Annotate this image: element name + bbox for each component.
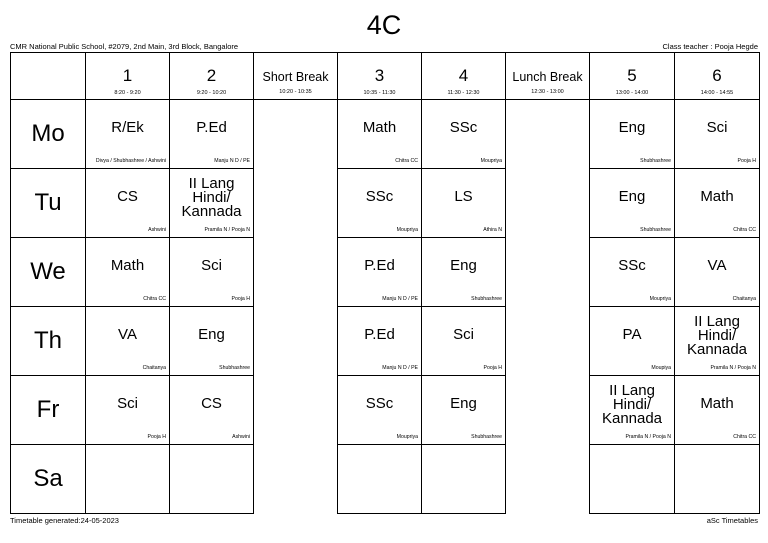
break-cell bbox=[506, 238, 590, 307]
teacher-name: Chitra CC bbox=[143, 296, 166, 302]
teacher-name: Pramila N / Pooja N bbox=[710, 365, 756, 371]
lesson-cell bbox=[86, 307, 170, 376]
break-cell bbox=[254, 100, 338, 169]
teacher-name: Moupriya bbox=[396, 434, 418, 440]
subject-name: SSc bbox=[618, 257, 646, 274]
lesson-cell bbox=[590, 307, 675, 376]
lesson-cell bbox=[675, 307, 760, 376]
teacher-name: Shubhashree bbox=[471, 296, 502, 302]
period-header bbox=[590, 53, 675, 100]
subject-name: Sci bbox=[117, 395, 138, 412]
subject-name: P.Ed bbox=[364, 257, 395, 274]
teacher-name: Moupriya bbox=[396, 227, 418, 233]
subject-name: Math bbox=[362, 119, 397, 136]
subject-name: VA bbox=[707, 257, 727, 274]
subject-name: Eng bbox=[450, 257, 477, 274]
subject-name: P.Ed bbox=[196, 119, 227, 136]
lesson-cell bbox=[675, 100, 760, 169]
teacher-name: Chitra CC bbox=[395, 158, 418, 164]
period-time: 10:20 - 10:35 bbox=[279, 88, 312, 95]
break-cell bbox=[506, 307, 590, 376]
break-cell bbox=[506, 445, 590, 514]
subject-name: Sci bbox=[453, 326, 474, 343]
lesson-cell bbox=[675, 376, 760, 445]
header-row bbox=[11, 53, 760, 100]
lesson-cell bbox=[590, 376, 675, 445]
period-time: 13:00 - 14:00 bbox=[615, 90, 649, 96]
timetable-grid bbox=[10, 52, 760, 514]
lesson-cell bbox=[86, 169, 170, 238]
lesson-cell bbox=[422, 238, 506, 307]
teacher-name: Chaitanya bbox=[142, 365, 166, 371]
break-cell bbox=[254, 376, 338, 445]
period-header bbox=[675, 53, 760, 100]
subject-name: Sci bbox=[201, 257, 222, 274]
timetable-title: 4C bbox=[366, 10, 402, 40]
lesson-cell bbox=[338, 445, 422, 514]
subject-name: Math bbox=[110, 257, 145, 274]
teacher-name: Pramila N / Pooja N bbox=[204, 227, 250, 233]
lesson-cell bbox=[422, 445, 506, 514]
teacher-name: Chitra CC bbox=[733, 434, 756, 440]
lesson-cell bbox=[590, 100, 675, 169]
teacher-name: Pooja H bbox=[147, 434, 166, 440]
teacher-name: Moupriya bbox=[649, 296, 671, 302]
day-label: Sa bbox=[11, 445, 86, 514]
period-label: Short Break bbox=[262, 69, 329, 84]
lesson-cell bbox=[338, 307, 422, 376]
period-header bbox=[170, 53, 254, 100]
teacher-name: Moupiya bbox=[651, 365, 671, 371]
day-row bbox=[11, 238, 760, 307]
teacher-name: Shubhashree bbox=[471, 434, 502, 440]
teacher-name: Pooja H bbox=[737, 158, 756, 164]
break-cell bbox=[254, 445, 338, 514]
break-cell bbox=[254, 307, 338, 376]
subject-name: SSc bbox=[365, 395, 394, 412]
teacher-name: Chitra CC bbox=[733, 227, 756, 233]
subject-name: Eng bbox=[450, 395, 477, 412]
period-label: Lunch Break bbox=[512, 69, 583, 84]
lesson-cell bbox=[422, 100, 506, 169]
teacher-name: Pooja H bbox=[483, 365, 502, 371]
period-label: 6 bbox=[712, 66, 722, 85]
lesson-cell bbox=[675, 445, 760, 514]
teacher-name: Manju N D / PE bbox=[382, 365, 418, 371]
period-time: 8:20 - 9:20 bbox=[114, 90, 141, 96]
lesson-cell bbox=[338, 169, 422, 238]
subject-name: II Lang Hindi/ Kannada bbox=[601, 382, 663, 427]
period-header bbox=[422, 53, 506, 100]
teacher-name: Moupriya bbox=[480, 158, 502, 164]
subject-name: Math bbox=[700, 188, 734, 205]
period-label: 3 bbox=[374, 66, 385, 85]
lesson-cell bbox=[86, 100, 170, 169]
subject-name: Sci bbox=[706, 119, 728, 136]
day-label: We bbox=[11, 238, 86, 307]
break-cell bbox=[506, 169, 590, 238]
lesson-cell bbox=[422, 169, 506, 238]
subject-name: Eng bbox=[618, 119, 646, 136]
lesson-cell bbox=[170, 169, 254, 238]
day-row bbox=[11, 307, 760, 376]
period-label: 5 bbox=[627, 66, 637, 85]
day-row bbox=[11, 100, 760, 169]
teacher-name: Pooja H bbox=[231, 296, 250, 302]
lesson-cell bbox=[590, 169, 675, 238]
subject-name: CS bbox=[117, 188, 138, 205]
period-time: 12:30 - 13:00 bbox=[531, 88, 564, 95]
lesson-cell bbox=[170, 100, 254, 169]
lesson-cell bbox=[86, 238, 170, 307]
class-teacher: Class teacher : Pooja Hegde bbox=[662, 42, 758, 51]
subject-name: Math bbox=[700, 395, 734, 412]
period-time: 11:30 - 12:30 bbox=[447, 90, 480, 96]
lesson-cell bbox=[170, 238, 254, 307]
subject-name: II Lang Hindi/ Kannada bbox=[181, 175, 242, 220]
generated-date: Timetable generated:24-05-2023 bbox=[10, 516, 119, 525]
lesson-cell bbox=[170, 307, 254, 376]
lesson-cell bbox=[170, 376, 254, 445]
day-row bbox=[11, 169, 760, 238]
teacher-name: Ashwini bbox=[232, 434, 250, 440]
period-time: 9:20 - 10:20 bbox=[196, 90, 227, 96]
lesson-cell bbox=[170, 445, 254, 514]
corner-cell bbox=[11, 53, 86, 100]
period-time: 14:00 - 14:55 bbox=[700, 90, 734, 96]
period-label: 2 bbox=[206, 66, 217, 85]
subject-name: SSc bbox=[449, 119, 478, 136]
lesson-cell bbox=[675, 238, 760, 307]
subject-name: Eng bbox=[198, 326, 225, 343]
subject-name: SSc bbox=[365, 188, 394, 205]
day-label: Fr bbox=[11, 376, 86, 445]
subject-name: LS bbox=[454, 188, 473, 205]
subject-name: VA bbox=[118, 326, 137, 343]
subject-name: PA bbox=[622, 326, 642, 343]
teacher-name: Ashwini bbox=[148, 227, 166, 233]
lesson-cell bbox=[86, 445, 170, 514]
break-header bbox=[254, 53, 338, 100]
teacher-name: Manju N D / PE bbox=[382, 296, 418, 302]
subject-name: Eng bbox=[618, 188, 646, 205]
lesson-cell bbox=[590, 238, 675, 307]
teacher-name: Chaitanya bbox=[732, 296, 756, 302]
lesson-cell bbox=[86, 376, 170, 445]
lesson-cell bbox=[675, 169, 760, 238]
subject-name: CS bbox=[201, 395, 222, 412]
break-cell bbox=[506, 100, 590, 169]
period-header bbox=[86, 53, 170, 100]
teacher-name: Shubhashree bbox=[219, 365, 250, 371]
day-label: Th bbox=[11, 307, 86, 376]
lesson-cell bbox=[338, 238, 422, 307]
lesson-cell bbox=[422, 376, 506, 445]
break-cell bbox=[254, 169, 338, 238]
teacher-name: Athira N bbox=[483, 227, 502, 233]
day-row bbox=[11, 376, 760, 445]
subject-name: R/Ek bbox=[111, 119, 144, 136]
teacher-name: Pramila N / Pooja N bbox=[625, 434, 671, 440]
lesson-cell bbox=[590, 445, 675, 514]
break-cell bbox=[254, 238, 338, 307]
teacher-name: Shubhashree bbox=[640, 227, 671, 233]
software-credit: aSc Timetables bbox=[706, 516, 758, 525]
break-cell bbox=[506, 376, 590, 445]
period-time: 10:35 - 11:30 bbox=[363, 90, 396, 96]
teacher-name: Manju N D / PE bbox=[214, 158, 250, 164]
period-label: 4 bbox=[458, 66, 469, 85]
lesson-cell bbox=[338, 100, 422, 169]
teacher-name: Shubhashree bbox=[640, 158, 671, 164]
day-row bbox=[11, 445, 760, 514]
day-label: Tu bbox=[11, 169, 86, 238]
subject-name: P.Ed bbox=[364, 326, 395, 343]
day-label: Mo bbox=[11, 100, 86, 169]
subject-name: II Lang Hindi/ Kannada bbox=[686, 313, 748, 358]
period-label: 1 bbox=[122, 66, 133, 85]
lesson-cell bbox=[338, 376, 422, 445]
period-header bbox=[338, 53, 422, 100]
break-header bbox=[506, 53, 590, 100]
teacher-name: Divya / Shubhashree / Ashwini bbox=[95, 158, 166, 164]
school-name: CMR National Public School, #2079, 2nd Main, 3rd Block, Bangalore bbox=[10, 42, 239, 51]
lesson-cell bbox=[422, 307, 506, 376]
